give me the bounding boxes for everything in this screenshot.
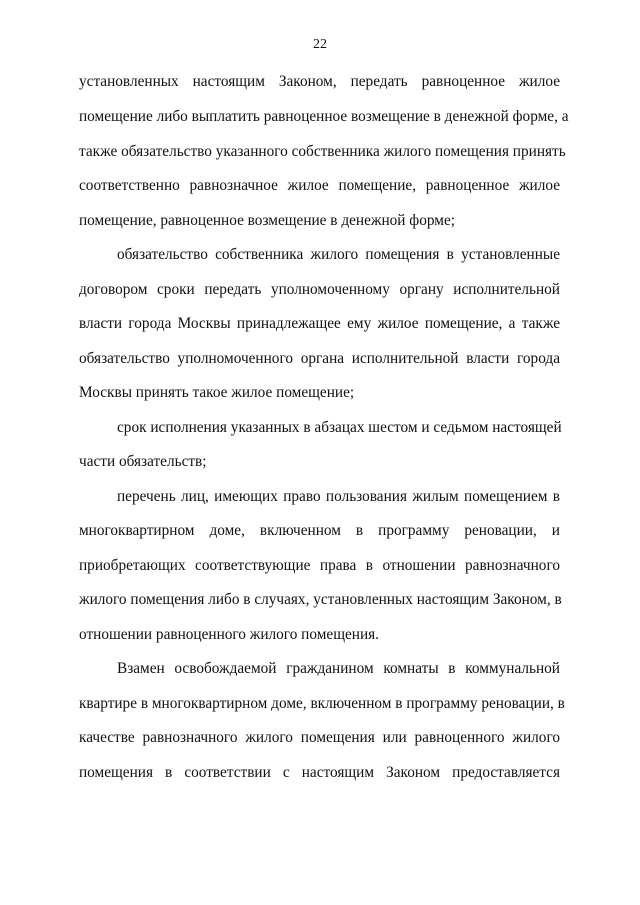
text-line: помещение либо выплатить равноценное возмещение в денежной форме, а bbox=[79, 108, 569, 125]
text-line: жилого помещения либо в случаях, установленных настоящим Законом, в bbox=[79, 591, 562, 608]
text-line: срок исполнения указанных в абзацах шестом и седьмом настоящей bbox=[117, 419, 562, 436]
text-line: помещение, равноценное возмещение в денежной форме; bbox=[79, 212, 456, 229]
text-line: Взамен освобождаемой гражданином комнаты в коммунальной bbox=[117, 660, 560, 677]
text-line: власти города Москвы принадлежащее ему жилое помещение, а также bbox=[79, 315, 560, 332]
text-line: договором сроки передать уполномоченному органу исполнительной bbox=[79, 281, 560, 298]
text-line: Москвы принять такое жилое помещение; bbox=[79, 384, 355, 401]
text-line: помещения в соответствии с настоящим Законом предоставляется bbox=[79, 764, 560, 781]
text-line: также обязательство указанного собственника жилого помещения принять bbox=[79, 143, 566, 160]
text-line: квартире в многоквартирном доме, включенном в программу реновации, в bbox=[79, 695, 565, 712]
text-line: многоквартирном доме, включенном в программу реновации, и bbox=[79, 522, 560, 539]
text-line: качестве равнозначного жилого помещения или равноценного жилого bbox=[79, 729, 560, 746]
page-number: 22 bbox=[313, 37, 327, 52]
text-line: установленных настоящим Законом, передать равноценное жилое bbox=[79, 73, 560, 90]
text-line: обязательство собственника жилого помещения в установленные bbox=[117, 246, 560, 263]
text-line: обязательство уполномоченного органа исполнительной власти города bbox=[79, 350, 560, 367]
text-line: отношении равноценного жилого помещения. bbox=[79, 626, 379, 643]
text-line: приобретающих соответствующие права в отношении равнозначного bbox=[79, 557, 560, 574]
text-line: части обязательств; bbox=[79, 453, 207, 470]
text-line: перечень лиц, имеющих право пользования жилым помещением в bbox=[117, 488, 560, 505]
text-line: соответственно равнозначное жилое помещение, равноценное жилое bbox=[79, 177, 560, 194]
